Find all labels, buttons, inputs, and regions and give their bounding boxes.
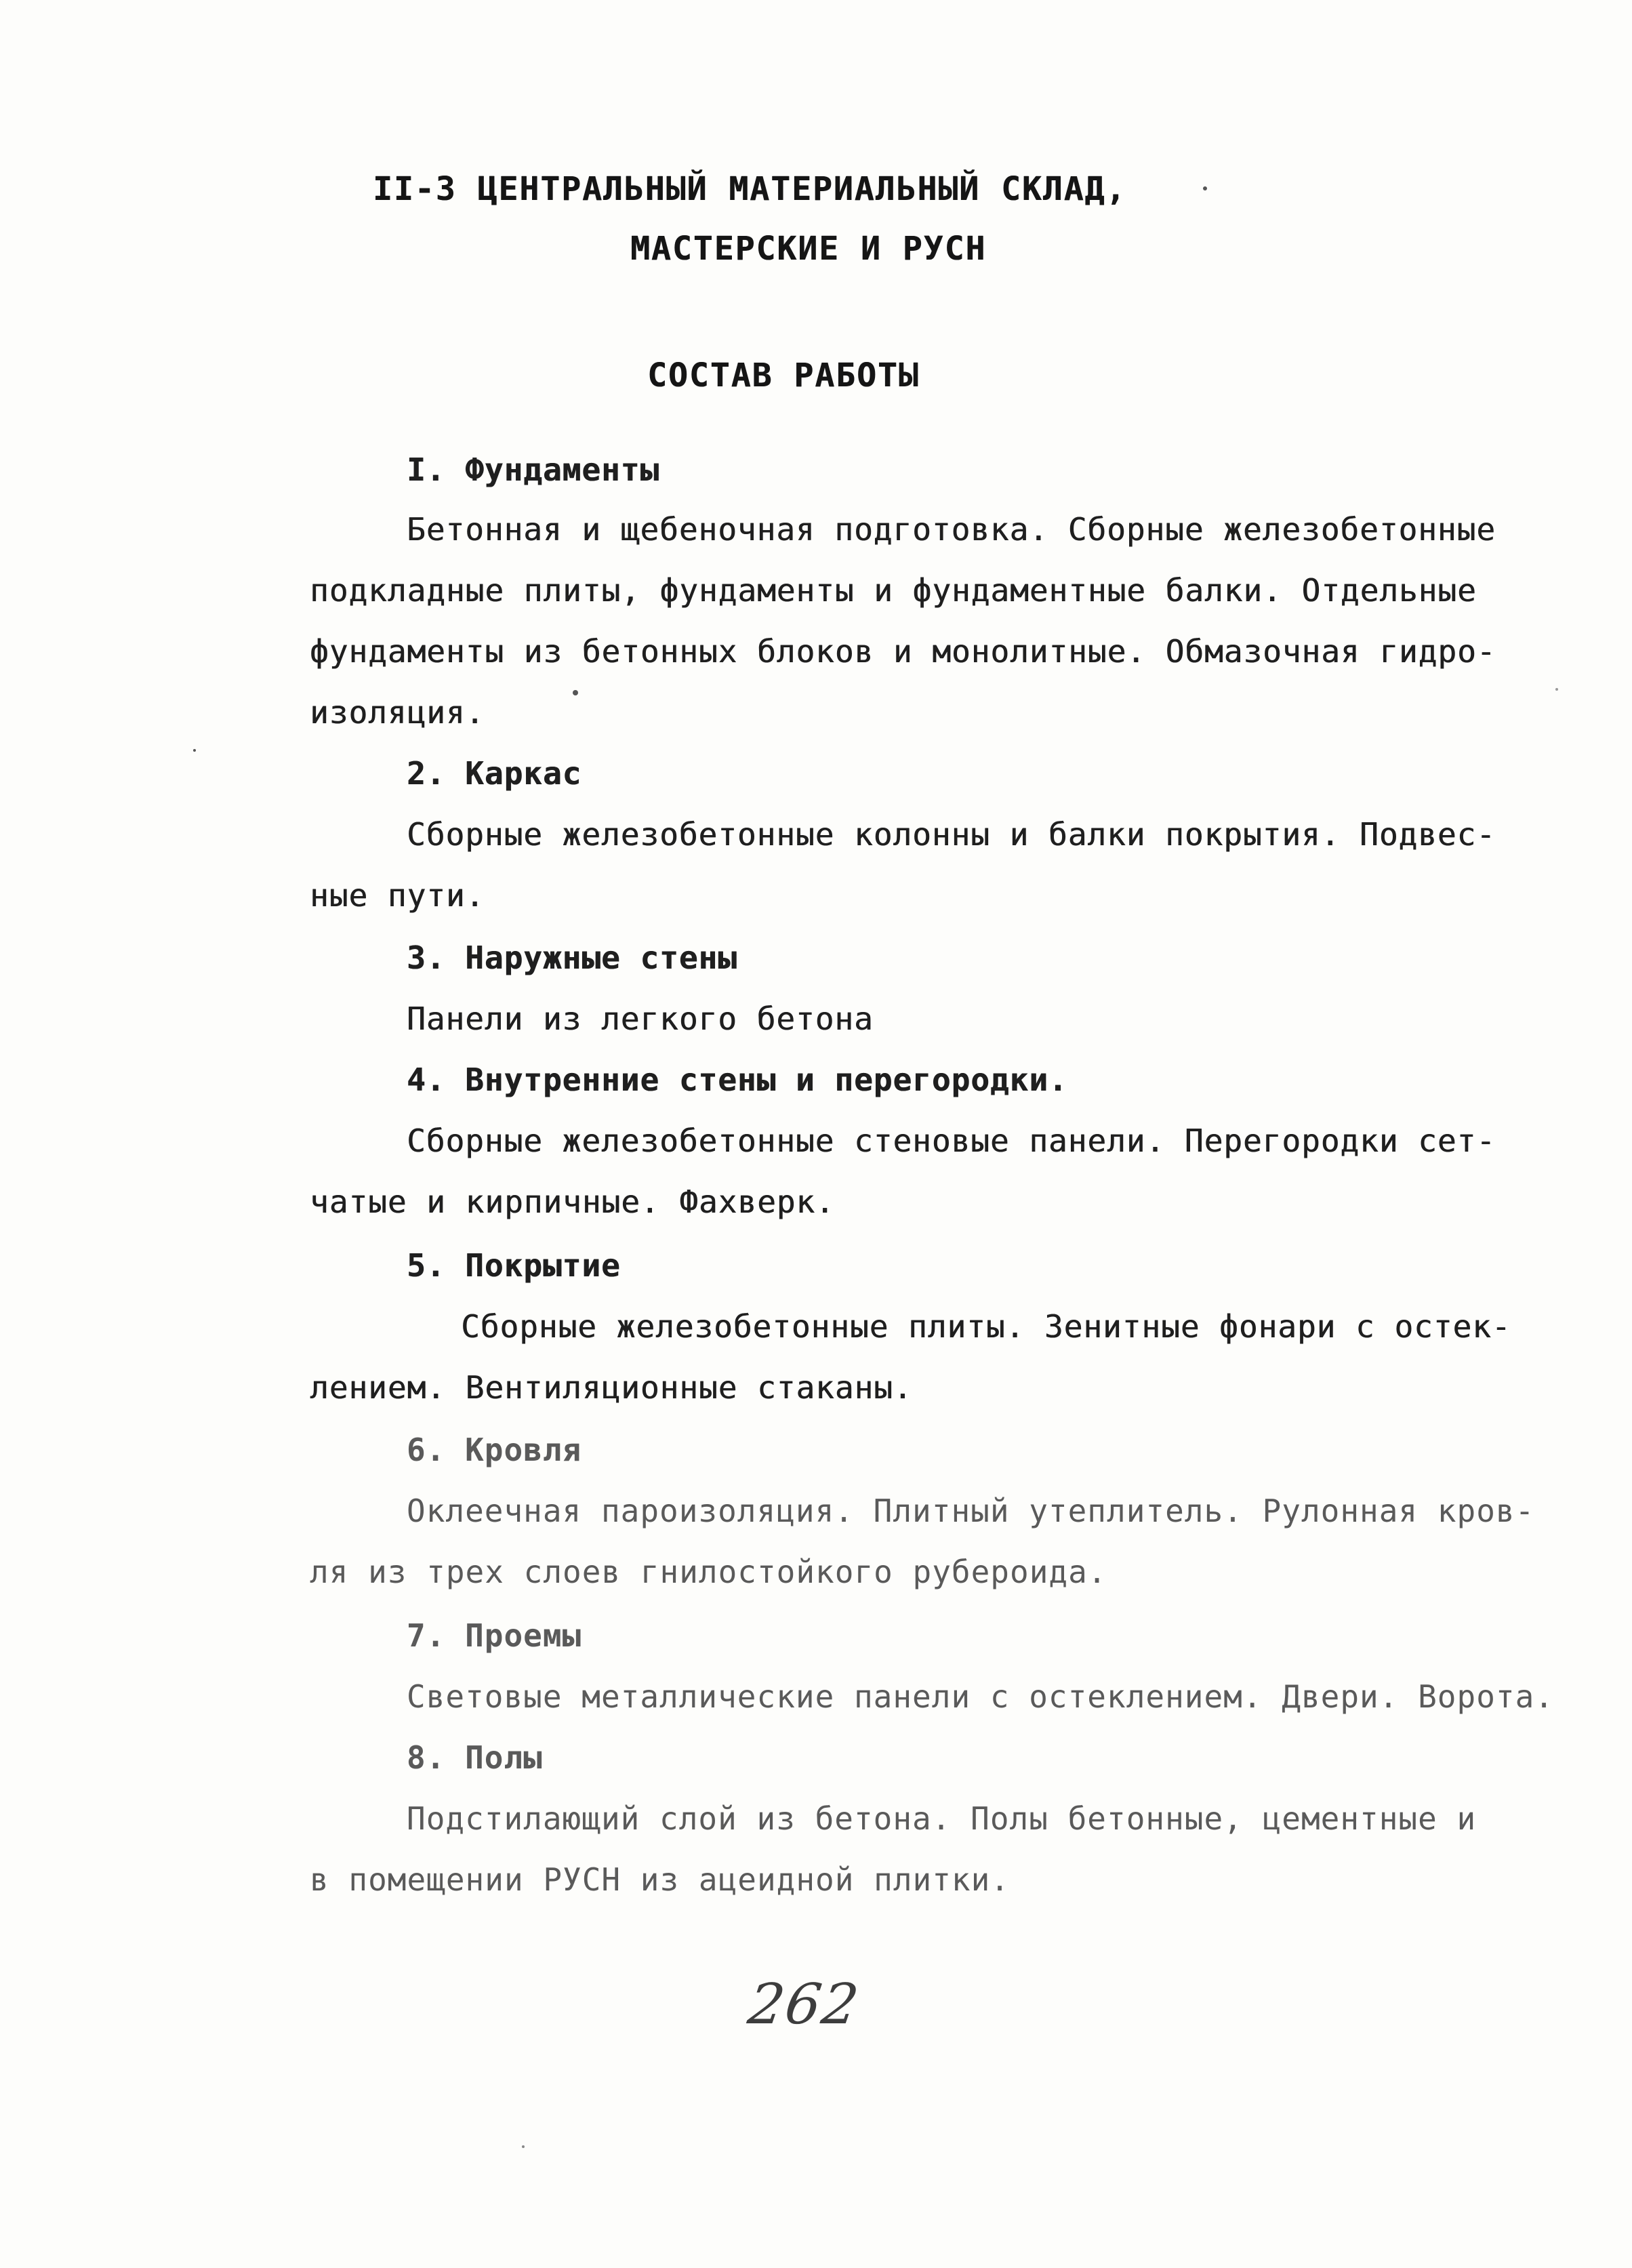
section-2-line-2: ные пути. xyxy=(310,877,485,914)
document-title-line-2: МАСТЕРСКИЕ И РУСН xyxy=(630,230,987,268)
section-6-line-1: Оклеечная пароизоляция. Плитный утеплитель. Рулонная кров- xyxy=(407,1493,1535,1529)
section-7-line-1: Световые металлические панели с остеклением. Двери. Ворота. xyxy=(407,1678,1554,1715)
section-7-heading: 7. Проемы xyxy=(407,1617,582,1654)
section-4-line-2: чатые и кирпичные. Фахверк. xyxy=(310,1183,835,1220)
scan-speck xyxy=(1555,688,1558,691)
section-3-line-1: Панели из легкого бетона xyxy=(407,1000,874,1037)
scan-speck xyxy=(522,2145,525,2148)
section-1-heading: I. Фундаменты xyxy=(407,451,660,488)
section-4-heading: 4. Внутренние стены и перегородки. xyxy=(407,1061,1068,1098)
section-3-heading: 3. Наружные стены xyxy=(407,939,737,976)
section-8-line-2: в помещении РУСН из ацеидной плитки. xyxy=(310,1861,1010,1898)
section-2-heading: 2. Каркас xyxy=(407,755,582,792)
section-5-line-2: лением. Вентиляционные стаканы. xyxy=(310,1369,913,1406)
section-1-line-3: фундаменты из бетонных блоков и монолитные. Обмазочная гидро- xyxy=(310,633,1496,670)
scan-speck xyxy=(1203,186,1207,190)
section-2-line-1: Сборные железобетонные колонны и балки покрытия. Подвес- xyxy=(407,816,1496,853)
section-4-line-1: Сборные железобетонные стеновые панели. Перегородки сет- xyxy=(407,1122,1496,1159)
section-1-line-4: изоляция. xyxy=(310,694,485,731)
section-6-line-2: ля из трех слоев гнилостойкого рубероида. xyxy=(310,1554,1107,1590)
section-8-line-1: Подстилающий слой из бетона. Полы бетонные, цементные и xyxy=(407,1800,1477,1837)
section-5-heading: 5. Покрытие xyxy=(407,1247,621,1284)
scan-speck xyxy=(193,749,196,752)
section-1-line-2: подкладные плиты, фундаменты и фундаментные балки. Отдельные xyxy=(310,572,1477,609)
page-number: 262 xyxy=(744,1972,864,2037)
section-1-line-1: Бетонная и щебеночная подготовка. Сборные железобетонные xyxy=(407,511,1496,548)
document-subtitle: СОСТАВ РАБОТЫ xyxy=(647,357,920,394)
section-8-heading: 8. Полы xyxy=(407,1739,543,1776)
section-5-line-1: Сборные железобетонные плиты. Зенитные фонари с остек- xyxy=(461,1308,1511,1345)
scan-speck xyxy=(573,690,578,695)
document-title-line-1: II-3 ЦЕНТРАЛЬНЫЙ МАТЕРИАЛЬНЫЙ СКЛАД, xyxy=(373,170,1127,208)
section-6-heading: 6. Кровля xyxy=(407,1432,582,1468)
